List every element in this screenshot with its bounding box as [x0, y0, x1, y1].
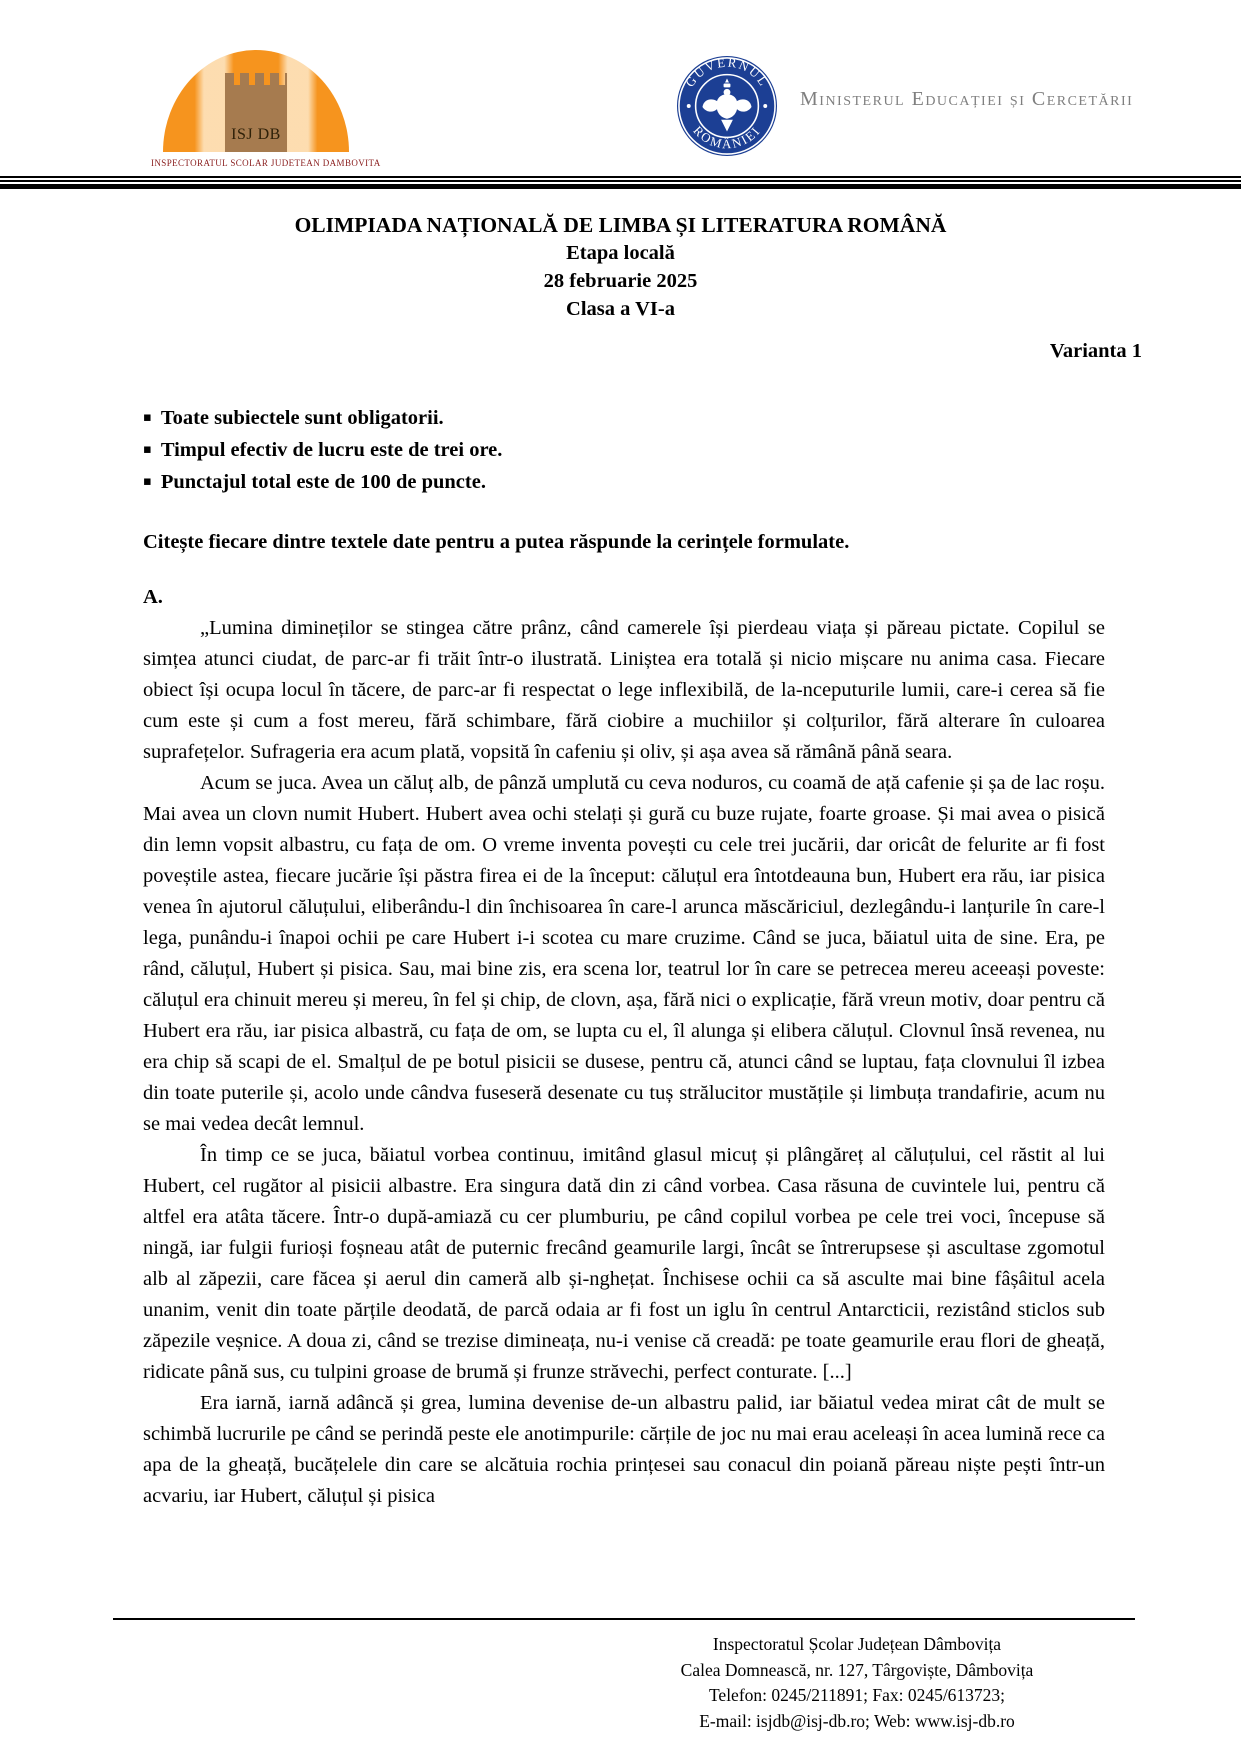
seal-arc-top-text: GUVERNUL	[682, 55, 772, 90]
instruction-bullets	[143, 402, 1105, 498]
bullet-item	[143, 466, 1105, 498]
romanian-government-seal	[676, 55, 778, 157]
text-a-paragraph-4: Era iarnă, iarnă adâncă și grea, lumina devenise de-un albastru palid, iar băiatul vedea mirat cât de mult se schimbă lucrurile pe când se perindă peste ele anotimpurile: cărțile de joc nu mai erau aceleași în acea lumină rece ca apa de la gheață, bucățelele din care se alcătuia rochia prințesei sau conacul din poiană păreau niște pești într-un acvariu, iar Hubert, căluțul și pisica	[143, 1392, 1105, 1507]
footer-line-institution: Inspectoratul Școlar Județean Dâmbovița	[712, 1634, 1002, 1654]
section-a	[143, 582, 1105, 1512]
footer-line-email: E-mail: isjdb@isj-db.ro; Web: www.isj-db.ro	[699, 1710, 1015, 1731]
isj-caption: INSPECTORATUL SCOLAR JUDETEAN DAMBOVITA	[151, 158, 381, 168]
footer-line-phone: Telefon: 0245/211891; Fax: 0245/613723;	[708, 1685, 1006, 1705]
page-footer	[577, 1632, 1137, 1734]
bullet-text: Timpul efectiv de lucru este de trei ore.	[160, 439, 503, 461]
bullet-square-icon: ▪	[143, 474, 152, 489]
isj-acronym: ISJ DB	[231, 126, 281, 143]
isj-orange-arc	[163, 50, 349, 152]
subtitle-date: 28 februarie 2025	[543, 270, 698, 292]
castle-crenellation-icon	[225, 73, 287, 85]
seal-arc-bottom-text: ROMÂNIEI	[690, 123, 764, 152]
isj-db-logo	[151, 50, 381, 176]
variant-label: Varianta 1	[1049, 340, 1142, 362]
page-title: OLIMPIADA NAȚIONALĂ DE LIMBA ȘI LITERATURA ROMÂNĂ	[294, 213, 947, 237]
text-a-paragraph-1: „Lumina dimineților se stingea către prânz, când camerele își pierdeau viața și păreau pictate. Copilul se simțea atunci ciudat, de parc-ar fi trăit într-o ilustrată. Liniștea era totală și nicio mișcare nu anima casa. Fiecare obiect își ocupa locul în tăcere, de parc-ar fi respectat o lege inflexibilă, de la-nceputurile lumii, care-i cerea să fie cum este și cum a fost mereu, fără schimbare, fără ciobire a muchiilor și colțurilor, fără alterare în culoarea suprafețelor. Sufrageria era acum plată, vopsită în cafeniu și oliv, și așa avea să rămână până seara.	[143, 617, 1105, 763]
title-block	[0, 211, 1241, 323]
bullet-item	[143, 402, 1105, 434]
variant-line	[0, 340, 1241, 363]
ministry-name: Ministerul Educației și Cercetării	[800, 88, 1134, 110]
subtitle-grade: Clasa a VI-a	[566, 298, 675, 320]
bullet-square-icon: ▪	[143, 410, 152, 425]
section-a-label: A.	[143, 586, 163, 608]
subtitle-stage: Etapa locală	[566, 242, 675, 264]
page-header	[0, 0, 1241, 176]
castle-tower-icon	[225, 85, 287, 152]
government-seal-icon	[676, 55, 778, 157]
header-separator-rule	[0, 176, 1241, 189]
bullet-text: Toate subiectele sunt obligatorii.	[160, 407, 444, 429]
text-a-paragraph-2: Acum se juca. Avea un căluț alb, de pânză umplută cu ceva noduros, cu coamă de ață cafenie și șa de lac roșu. Mai avea un clovn numit Hubert. Hubert avea ochi stelați și gură cu buze rujate, foarte groase. Și mai avea o pisică din lemn vopsit albastru, cu fața de om. O vreme inventa povești cu cele trei jucării, dar oricât de felurite ar fi fost poveștile astea, fiecare jucărie își păstra firea ei de la început: căluțul era întotdeauna bun, Hubert era rău, iar pisica venea în ajutorul căluțului, eliberându-l din închisoarea în care-l arunca măscăriciul, dezlegându-i lanțurile în care-l lega, punându-i înapoi ochii pe care Hubert i-i scotea cu mare cruzime. Când se juca, băiatul uita de sine. Era, pe rând, căluțul, Hubert și pisica. Sau, mai bine zis, era scena lor, teatrul lor în care se petrecea mereu aceeași poveste: căluțul era chinuit mereu și mereu, în fel și chip, de clovn, așa, fără nici o explicație, fără vreun motiv, doar pentru că Hubert era rău, iar pisica albastră, cu fața de om, se lupta cu el, îl alunga și elibera căluțul. Clovnul însă revenea, nu era chip să scapi de el. Smalțul de pe botul pisicii se dusese, pentru că, atunci când se luptau, fața clovnului îl izbea din toate puterile și, acolo unde cândva fuseseră desenate cu tuș strălucitor mustățile și limbuța trandafirie, acum nu se mai vedea decât lemnul.	[143, 772, 1105, 1135]
read-instruction: Citește fiecare dintre textele date pentru a putea răspunde la cerințele formulate.	[143, 531, 850, 553]
footer-separator-rule	[113, 1618, 1135, 1620]
bullet-item	[143, 434, 1105, 466]
bullet-square-icon: ▪	[143, 442, 152, 457]
bullet-text: Punctajul total este de 100 de puncte.	[160, 471, 486, 493]
footer-line-address: Calea Domnească, nr. 127, Târgoviște, Dâmbovița	[680, 1659, 1034, 1680]
text-a-paragraph-3: În timp ce se juca, băiatul vorbea continuu, imitând glasul micuț și plângăreț al căluțului, cel răstit al lui Hubert, cel rugător al pisicii albastre. Era singura dată din zi când vorbea. Casa răsuna de cuvintele lui, pentru că altfel era atâta tăcere. Într-o după-amiază cu cer plumburiu, pe când copilul vorbea pe cele trei voci, începuse să ningă, iar fulgii furioși foșneau atât de puternic frecând geamurile largi, încât se întrerupsese și ascultase zgomotul alb al zăpezii, care făcea și aerul din cameră alb și-nghețat. Închisese ochii ca să asculte mai bine fâșâitul acela unanim, venit din toate părțile deodată, de parcă odaia ar fi fost un iglu în centrul Antarcticii, rezistând sticlos sub zăpezile veșnice. A doua zi, când se trezise dimineața, nu-i venise că creadă: pe toate geamurile erau flori de gheață, ridicate până sus, cu tulpini groase de brumă și frunze străvechi, perfect conturate. [...]	[143, 1144, 1105, 1383]
